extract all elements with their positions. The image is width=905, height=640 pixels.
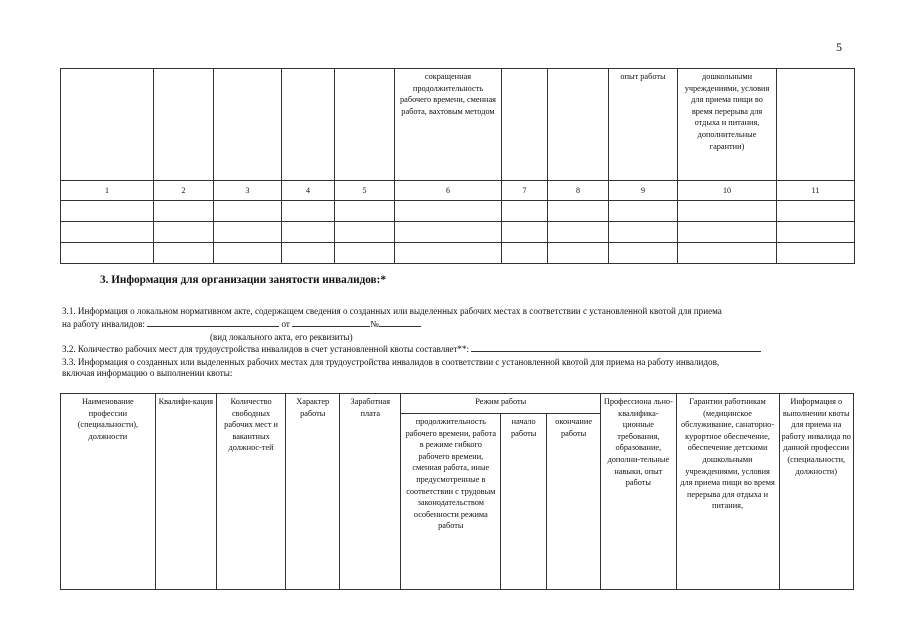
empty-row xyxy=(61,222,855,243)
column-number: 3 xyxy=(214,181,282,201)
column-number: 11 xyxy=(777,181,855,201)
work-mode-cell: сокращенная продолжительность рабочего времени, сменная работа, вахтовым методом xyxy=(395,69,502,181)
table-cell xyxy=(282,69,335,181)
empty-row xyxy=(61,201,855,222)
vacancy-table-continuation xyxy=(60,68,855,264)
page-number: 5 xyxy=(836,40,842,54)
from-label: от xyxy=(281,319,290,329)
column-numbers-row xyxy=(61,181,855,201)
header-salary: Заработная плата xyxy=(340,394,401,590)
section-heading: 3. Информация для организации занятости инвалидов:* xyxy=(100,274,386,286)
quota-count-blank xyxy=(471,343,761,352)
paragraph-3-3-line2: включая информацию о выполнении квоты: xyxy=(62,368,233,378)
paragraph-3-1-line1: 3.1. Информация о локальном нормативном акте, содержащем сведения о созданных или выделенных рабочих местах в соответствии с установленной квотой для приема xyxy=(62,306,722,316)
paragraph-3-1-prefix: на работу инвалидов: xyxy=(62,319,145,329)
column-number: 4 xyxy=(282,181,335,201)
act-subscript: (вид локального акта, его реквизиты) xyxy=(210,332,353,342)
paragraph-3-3-line1: 3.3. Информация о созданных или выделенных рабочих местах для трудоустройства инвалидов в соответствии с установленной квотой для приема на работу инвалидов, xyxy=(62,357,720,367)
table-cell xyxy=(502,69,548,181)
paragraph-3-1-line2 xyxy=(62,318,421,329)
column-number: 5 xyxy=(335,181,395,201)
column-number: 9 xyxy=(609,181,678,201)
quota-workplaces-table xyxy=(60,393,854,590)
table-cell xyxy=(214,69,282,181)
column-number: 7 xyxy=(502,181,548,201)
header-work-duration: продолжительность рабочего времени, работа в режиме гибкого рабочего времени, сменная работа, иные предусмотренные в соответствии с трудовым законодательством особенности режима работы xyxy=(401,414,501,590)
table-cell xyxy=(154,69,214,181)
header-quota-info: Информация о выполнении квоты для приема на работу инвалида по данной профессии (специальности, должности) xyxy=(779,394,854,590)
empty-row xyxy=(61,243,855,264)
column-number: 2 xyxy=(154,181,214,201)
date-blank xyxy=(292,318,370,327)
header-professional-requirements: Профессиона льно-квалифика-ционные требования, образование, дополни-тельные навыки, опыт работы xyxy=(601,394,676,590)
column-number: 8 xyxy=(548,181,609,201)
header-vacancy-count: Количество свободных рабочих мест и вакантных должнос-тей xyxy=(216,394,285,590)
header-work-mode: Режим работы xyxy=(401,394,601,414)
header-work-end: окончание работы xyxy=(547,414,601,590)
number-sign: № xyxy=(370,319,379,329)
header-work-start: начало работы xyxy=(501,414,547,590)
column-number: 10 xyxy=(678,181,777,201)
table-cell xyxy=(777,69,855,181)
guarantees-cell: дошкольными учреждениями, условия для приема пищи во время перерыва для отдыха и питания, дополнительные гарантии) xyxy=(678,69,777,181)
header-profession: Наименование профессии (специальности), должности xyxy=(61,394,156,590)
table-cell xyxy=(61,69,154,181)
paragraph-3-2 xyxy=(62,343,761,354)
column-number: 6 xyxy=(395,181,502,201)
act-type-blank xyxy=(147,318,279,327)
table-cell xyxy=(335,69,395,181)
header-row xyxy=(61,394,854,414)
paragraph-3-2-text: 3.2. Количество рабочих мест для трудоустройства инвалидов в счет установленной квоты составляет**: xyxy=(62,344,470,354)
number-blank xyxy=(379,318,421,327)
table-cell xyxy=(548,69,609,181)
column-number: 1 xyxy=(61,181,154,201)
header-work-character: Характер работы xyxy=(286,394,340,590)
header-qualification: Квалифи-кация xyxy=(155,394,216,590)
header-guarantees: Гарантии работникам (медицинское обслуживание, санаторно-курортное обеспечение, обеспечение детскими дошкольными учреждениями, условия для приема пищи во время перерыва для отдыха и питания, xyxy=(676,394,779,590)
experience-cell: опыт работы xyxy=(609,69,678,181)
table-row xyxy=(61,69,855,181)
